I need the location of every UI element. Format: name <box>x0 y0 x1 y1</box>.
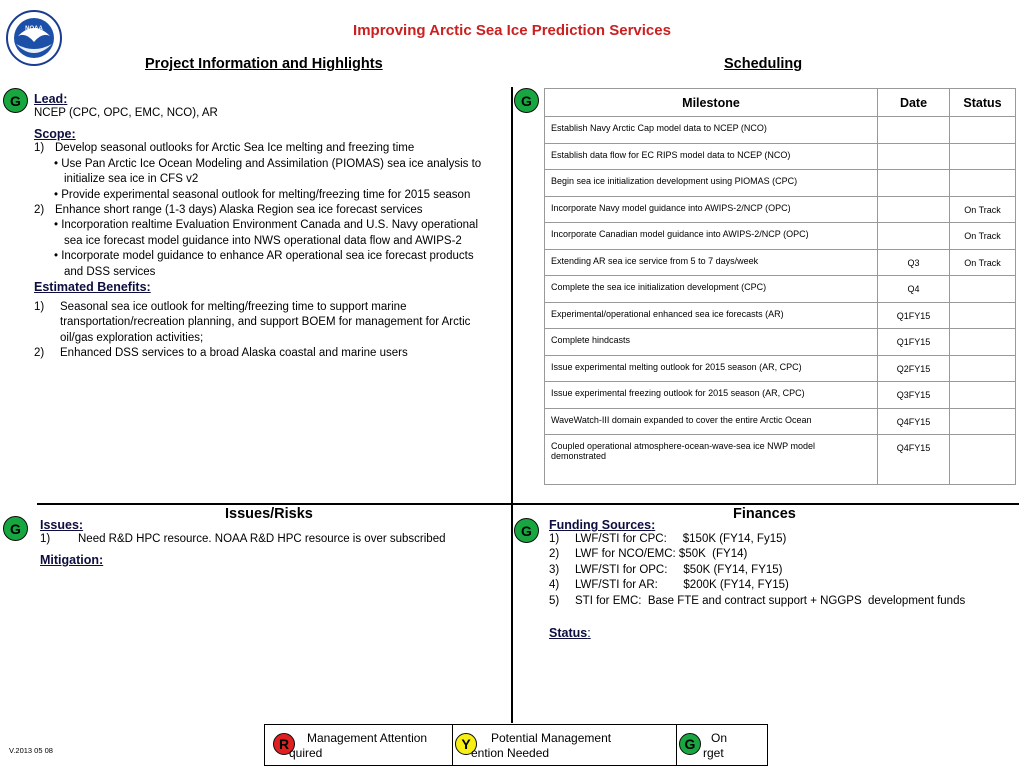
date-cell: Q1FY15 <box>878 302 950 329</box>
status-cell: On Track <box>950 196 1016 223</box>
benefits-list <box>34 300 504 362</box>
legend-yellow-line2: ention Needed <box>471 746 550 760</box>
status-cell <box>950 302 1016 329</box>
column-header-milestone: Milestone <box>545 89 878 117</box>
table-row <box>545 143 1016 170</box>
legend-yellow <box>453 725 677 765</box>
milestone-cell: Complete hindcasts <box>545 329 878 356</box>
milestone-cell: Begin sea ice initialization development using PIOMAS (CPC) <box>545 170 878 197</box>
milestone-cell: Complete the sea ice initialization development (CPC) <box>545 276 878 303</box>
date-cell <box>878 196 950 223</box>
benefit-item: 1) Seasonal sea ice outlook for melting/freezing time to support marine transportation/recreation planning, and support BOEM for management for Arctic oil/gas exploration activities; <box>34 301 471 344</box>
lead-value: NCEP (CPC, OPC, EMC, NCO), AR <box>34 107 218 119</box>
table-row <box>545 196 1016 223</box>
legend-red-indicator: R <box>273 733 295 755</box>
status-legend <box>264 724 768 766</box>
date-cell: Q4FY15 <box>878 435 950 485</box>
legend-yellow-line1: Potential Management <box>491 731 612 745</box>
finance-status-label: Status: <box>549 626 591 641</box>
date-cell: Q3 <box>878 249 950 276</box>
project-heading: Project Information and Highlights <box>145 56 383 72</box>
funding-sources-label: Funding Sources: <box>549 518 656 532</box>
date-cell: Q3FY15 <box>878 382 950 409</box>
funding-item: 3) LWF/STI for OPC: $50K (FY14, FY15) <box>549 563 783 576</box>
milestone-cell: Issue experimental freezing outlook for 2015 season (AR, CPC) <box>545 382 878 409</box>
status-cell <box>950 408 1016 435</box>
funding-list <box>549 532 1014 609</box>
legend-red-line2: quired <box>289 746 323 760</box>
scope-list <box>34 141 504 280</box>
issues-content <box>40 518 505 567</box>
status-cell <box>950 435 1016 485</box>
status-cell <box>950 117 1016 144</box>
scope-item: 1) Develop seasonal outlooks for Arctic Sea Ice melting and freezing time <box>34 142 415 155</box>
legend-yellow-indicator: Y <box>455 733 477 755</box>
table-row <box>545 170 1016 197</box>
issues-status-indicator: G <box>3 516 28 541</box>
legend-green <box>677 725 767 765</box>
table-row <box>545 249 1016 276</box>
scope-label: Scope: <box>34 127 76 142</box>
table-row <box>545 117 1016 144</box>
date-cell: Q4FY15 <box>878 408 950 435</box>
status-cell <box>950 382 1016 409</box>
scope-bullet: • Provide experimental seasonal outlook for melting/freezing time for 2015 season <box>54 188 471 201</box>
status-cell <box>950 355 1016 382</box>
legend-red <box>265 725 453 765</box>
noaa-logo-text: NOAA <box>25 26 43 32</box>
milestone-cell: Extending AR sea ice service from 5 to 7 days/week <box>545 249 878 276</box>
scope-bullet: • Incorporation realtime Evaluation Environment Canada and U.S. Navy operational sea ice forecast model guidance into NWS operational data flow and AWIPS-2 <box>54 219 479 247</box>
project-info <box>34 92 504 362</box>
status-cell <box>950 276 1016 303</box>
page-title: Improving Arctic Sea Ice Prediction Services <box>353 22 671 39</box>
milestone-table <box>544 88 1016 485</box>
scope-item: 2) Enhance short range (1-3 days) Alaska Region sea ice forecast services <box>34 204 423 217</box>
table-row <box>545 302 1016 329</box>
date-cell: Q2FY15 <box>878 355 950 382</box>
scope-bullet: • Incorporate model guidance to enhance AR operational sea ice forecast products and DSS services <box>54 250 474 278</box>
table-row <box>545 329 1016 356</box>
date-cell: Q4 <box>878 276 950 303</box>
date-cell <box>878 143 950 170</box>
project-status-indicator: G <box>3 88 28 113</box>
table-row <box>545 223 1016 250</box>
benefit-item: 2) Enhanced DSS services to a broad Alaska coastal and marine users <box>34 347 408 360</box>
milestone-cell: Issue experimental melting outlook for 2015 season (AR, CPC) <box>545 355 878 382</box>
date-cell <box>878 170 950 197</box>
status-cell <box>950 143 1016 170</box>
milestone-cell: Coupled operational atmosphere-ocean-wave-sea ice NWP model demonstrated <box>545 435 878 485</box>
status-cell <box>950 170 1016 197</box>
horizontal-divider <box>37 503 1019 505</box>
date-cell: Q1FY15 <box>878 329 950 356</box>
issues-label: Issues: <box>40 518 84 532</box>
funding-item: 1) LWF/STI for CPC: $150K (FY14, Fy15) <box>549 533 787 545</box>
milestone-cell: Experimental/operational enhanced sea ice forecasts (AR) <box>545 302 878 329</box>
finances-status-indicator: G <box>514 518 539 543</box>
legend-green-line2: rget <box>703 746 724 760</box>
milestone-cell: Establish data flow for EC RIPS model data to NCEP (NCO) <box>545 143 878 170</box>
funding-item: 5) STI for EMC: Base FTE and contract support + NGGPS development funds <box>549 594 966 607</box>
legend-red-line1: Management Attention <box>307 731 428 745</box>
date-cell <box>878 223 950 250</box>
mitigation-label: Mitigation: <box>40 553 104 568</box>
table-row <box>545 435 1016 485</box>
date-cell <box>878 117 950 144</box>
column-header-status: Status <box>950 89 1016 117</box>
lead-label: Lead: <box>34 92 68 106</box>
status-cell <box>950 329 1016 356</box>
table-row <box>545 408 1016 435</box>
issues-heading: Issues/Risks <box>225 506 313 522</box>
table-header-row <box>545 89 1016 117</box>
scope-bullet: • Use Pan Arctic Ice Ocean Modeling and Assimilation (PIOMAS) sea ice analysis to initialize sea ice in CFS v2 <box>54 157 482 186</box>
issue-item: 1) Need R&D HPC resource. NOAA R&D HPC resource is over subscribed <box>40 533 446 545</box>
finances-content <box>549 518 1014 640</box>
finances-heading: Finances <box>733 506 796 522</box>
version-label: V.2013 05 08 <box>9 746 53 755</box>
noaa-logo <box>6 2 62 78</box>
milestone-cell: Establish Navy Arctic Cap model data to NCEP (NCO) <box>545 117 878 144</box>
vertical-divider <box>511 87 513 723</box>
benefits-label: Estimated Benefits: <box>34 280 151 295</box>
status-cell: On Track <box>950 249 1016 276</box>
table-row <box>545 355 1016 382</box>
status-cell: On Track <box>950 223 1016 250</box>
funding-item: 4) LWF/STI for AR: $200K (FY14, FY15) <box>549 579 789 592</box>
milestone-cell: WaveWatch-III domain expanded to cover the entire Arctic Ocean <box>545 408 878 435</box>
milestone-cell: Incorporate Canadian model guidance into AWIPS-2/NCP (OPC) <box>545 223 878 250</box>
table-row <box>545 382 1016 409</box>
table-row <box>545 276 1016 303</box>
scheduling-status-indicator: G <box>514 88 539 113</box>
column-header-date: Date <box>878 89 950 117</box>
scheduling-heading: Scheduling <box>724 56 803 72</box>
milestone-cell: Incorporate Navy model guidance into AWIPS-2/NCP (OPC) <box>545 196 878 223</box>
legend-green-indicator: G <box>679 733 701 755</box>
funding-item: 2) LWF for NCO/EMC: $50K (FY14) <box>549 548 748 561</box>
legend-green-line1: On <box>711 731 728 745</box>
